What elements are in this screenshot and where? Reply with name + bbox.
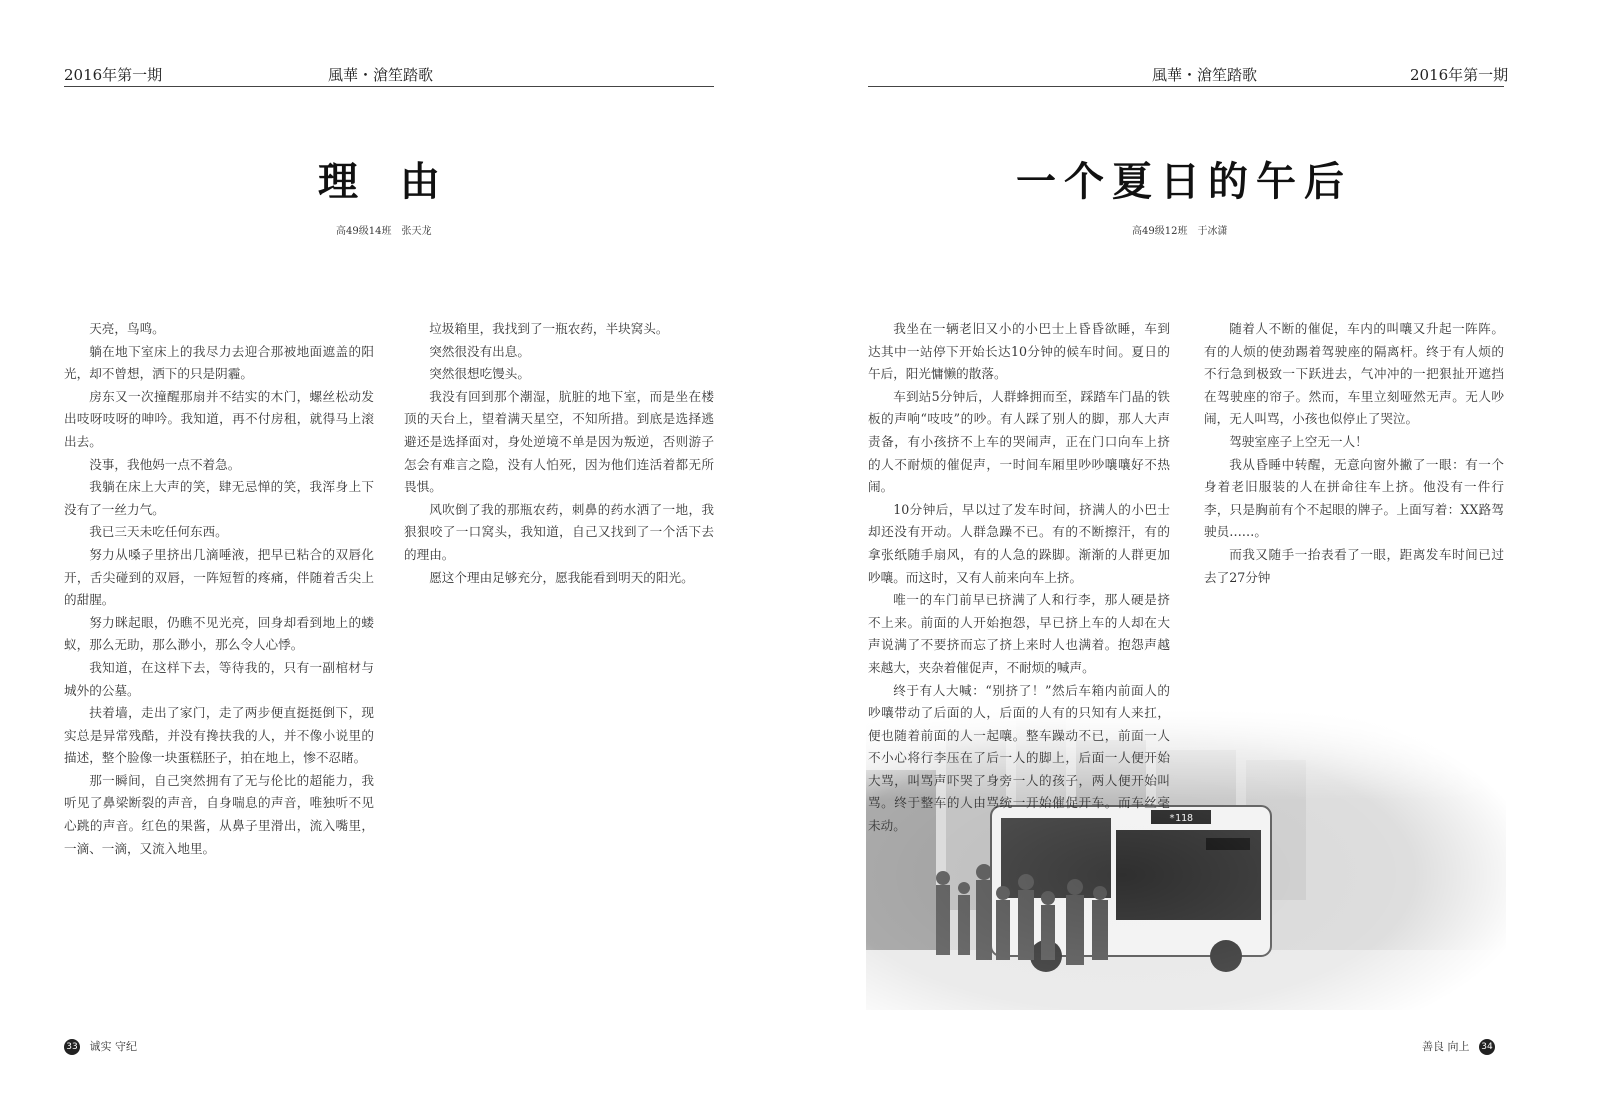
issue-label: 2016年第一期 <box>64 66 163 84</box>
paragraph: 终于有人大喊：“别挤了！”然后车箱内前面人的吵嚷带动了后面的人，后面的人有的只知有人来扛，便也随着前面的人一起嚷。整车躁动不已，前面一人不小心将行李压在了后一人的脚上，后面一人便开始大骂，叫骂声吓哭了身旁一人的孩子，两人便开始叫骂。终于整车的人由骂统一开始催促开车。而车丝毫未动。 <box>868 682 1170 834</box>
paragraph: 突然很想吃馒头。 <box>429 366 530 382</box>
paragraph: 车到站5分钟后，人群蜂拥而至，踩踏车门晶的铁板的声响“吱吱”的吵。有人踩了别人的脚，那人大声责备，有小孩挤不上车的哭闹声，正在门口向车上挤的人不耐烦的催促声，一时间车厢里吵吵嚷嚷好不热闹。 <box>868 388 1170 495</box>
paragraph: 突然很没有出息。 <box>429 343 530 359</box>
paragraph: 我坐在一辆老旧又小的小巴士上昏昏欲睡，车到达其中一站停下开始长达10分钟的候车时间。夏日的午后，阳光慵懒的散落。 <box>868 321 1170 382</box>
paragraph: 垃圾箱里，我找到了一瓶农药，半块窝头。 <box>429 321 669 336</box>
paragraph: 躺在地下室床上的我尽力去迎合那被地面遮盖的阳光，却不曾想，洒下的只是阴霾。 <box>64 343 374 382</box>
paragraph: 我从昏睡中转醒，无意向窗外撇了一眼：有一个身着老旧服装的人在拼命往车上挤。他没有一件行李，只是胸前有个不起眼的牌子。上面写着：XX路驾驶员……。 <box>1204 456 1504 540</box>
footer-motto: 诚实 守纪 <box>89 1040 137 1053</box>
issue-label: 2016年第一期 <box>1410 66 1509 84</box>
paragraph: 愿这个理由足够充分，愿我能看到明天的阳光。 <box>429 569 694 585</box>
paragraph: 唯一的车门前早已挤满了人和行李，那人硬是挤不上来。前面的人开始抱怨，早已挤上车的人却在大声说满了不要挤而忘了挤上来时人也满着。抱怨声越来越大，夹杂着催促声，不耐烦的喊声。 <box>868 592 1170 675</box>
body-column-1 <box>868 318 1170 838</box>
paragraph: 没事，我他妈一点不着急。 <box>89 456 241 472</box>
paragraph: 10分钟后，早以过了发车时间，挤满人的小巴士却还没有开动。人群急躁不已。有的不断擦汗，有的拿张纸随手扇风，有的人急的跺脚。渐渐的人群更加吵嚷。而这时，又有人前来向车上挤。 <box>868 501 1170 585</box>
header-rule <box>64 86 714 87</box>
paragraph: 我已三天未吃任何东西。 <box>89 524 228 540</box>
body-column-1 <box>64 318 374 860</box>
body-column-2 <box>404 318 714 589</box>
paragraph: 风吹倒了我的那瓶农药，刺鼻的药水洒了一地，我狠狠咬了一口窝头，我知道，自己又找到了一个活下去的理由。 <box>404 501 714 562</box>
right-page <box>870 0 1600 1093</box>
page-footer <box>1422 1038 1495 1055</box>
column-label: 風華・滄笙踏歌 <box>1152 66 1258 84</box>
paragraph: 而我又随手一抬表看了一眼，距离发车时间已过去了27分钟 <box>1204 546 1504 585</box>
paragraph: 随着人不断的催促，车内的叫嚷又升起一阵阵。有的人烦的使劲踢着驾驶座的隔离杆。终于有人烦的不行急到极致一下跃进去，气冲冲的一把狠扯开遮挡在驾驶座的帘子。然而，车里立刻哑然无声。无人吵闹，无人叫骂，小孩也似停止了哭泣。 <box>1204 321 1504 427</box>
paragraph: 天亮，鸟鸣。 <box>89 321 165 336</box>
page-number: 34 <box>1479 1039 1495 1055</box>
paragraph: 扶着墙，走出了家门，走了两步便直挺挺倒下，现实总是异常残酷，并没有搀扶我的人，并不像小说里的描述，整个脸像一块蛋糕胚子，拍在地上，惨不忍睹。 <box>64 705 374 766</box>
paragraph: 我没有回到那个潮湿，肮脏的地下室，而是坐在楼顶的天台上，望着满天星空，不知所措。到底是选择逃避还是选择面对，身处逆境不单是因为叛逆，否则游子怎会有难言之隐，没有人怕死，因为他们连活着都无所畏惧。 <box>404 388 714 495</box>
column-label: 風華・滄笙踏歌 <box>328 66 434 84</box>
page-footer <box>64 1038 137 1055</box>
body-column-2 <box>1204 318 1504 589</box>
footer-motto: 善良 向上 <box>1422 1040 1470 1053</box>
paragraph: 我知道，在这样下去，等待我的，只有一副棺材与城外的公墓。 <box>64 659 374 698</box>
paragraph: 驾驶室座子上空无一人！ <box>1229 433 1368 449</box>
paragraph: 那一瞬间，自己突然拥有了无与伦比的超能力，我听见了鼻梁断裂的声音，自身喘息的声音，唯独听不见心跳的声音。红色的果酱，从鼻子里滑出，流入嘴里，一滴、一滴，又流入地里。 <box>64 772 374 856</box>
page-number: 33 <box>64 1039 80 1055</box>
paragraph: 房东又一次撞醒那扇并不结实的木门，螺丝松动发出吱呀吱呀的呻吟。我知道，再不付房租，就得马上滚出去。 <box>64 388 374 449</box>
article-title: 一个夏日的午后 <box>1016 159 1352 205</box>
paragraph: 我躺在床上大声的笑，肆无忌惮的笑，我浑身上下没有了一丝力气。 <box>64 479 374 517</box>
paragraph: 努力眯起眼，仍瞧不见光亮，回身却看到地上的蝼蚁，那么无助，那么渺小，那么令人心悸。 <box>64 614 374 653</box>
author-byline: 高49级12班 于冰潇 <box>1132 226 1228 237</box>
paragraph: 努力从嗓子里挤出几滴唾液，把早已粘合的双唇化开，舌尖碰到的双唇，一阵短暂的疼痛，伴随着舌尖上的甜腥。 <box>64 546 374 608</box>
left-page <box>0 0 770 1093</box>
header-rule <box>868 86 1504 87</box>
article-title: 理 由 <box>318 159 454 205</box>
author-byline: 高49级14班 张天龙 <box>336 226 432 237</box>
